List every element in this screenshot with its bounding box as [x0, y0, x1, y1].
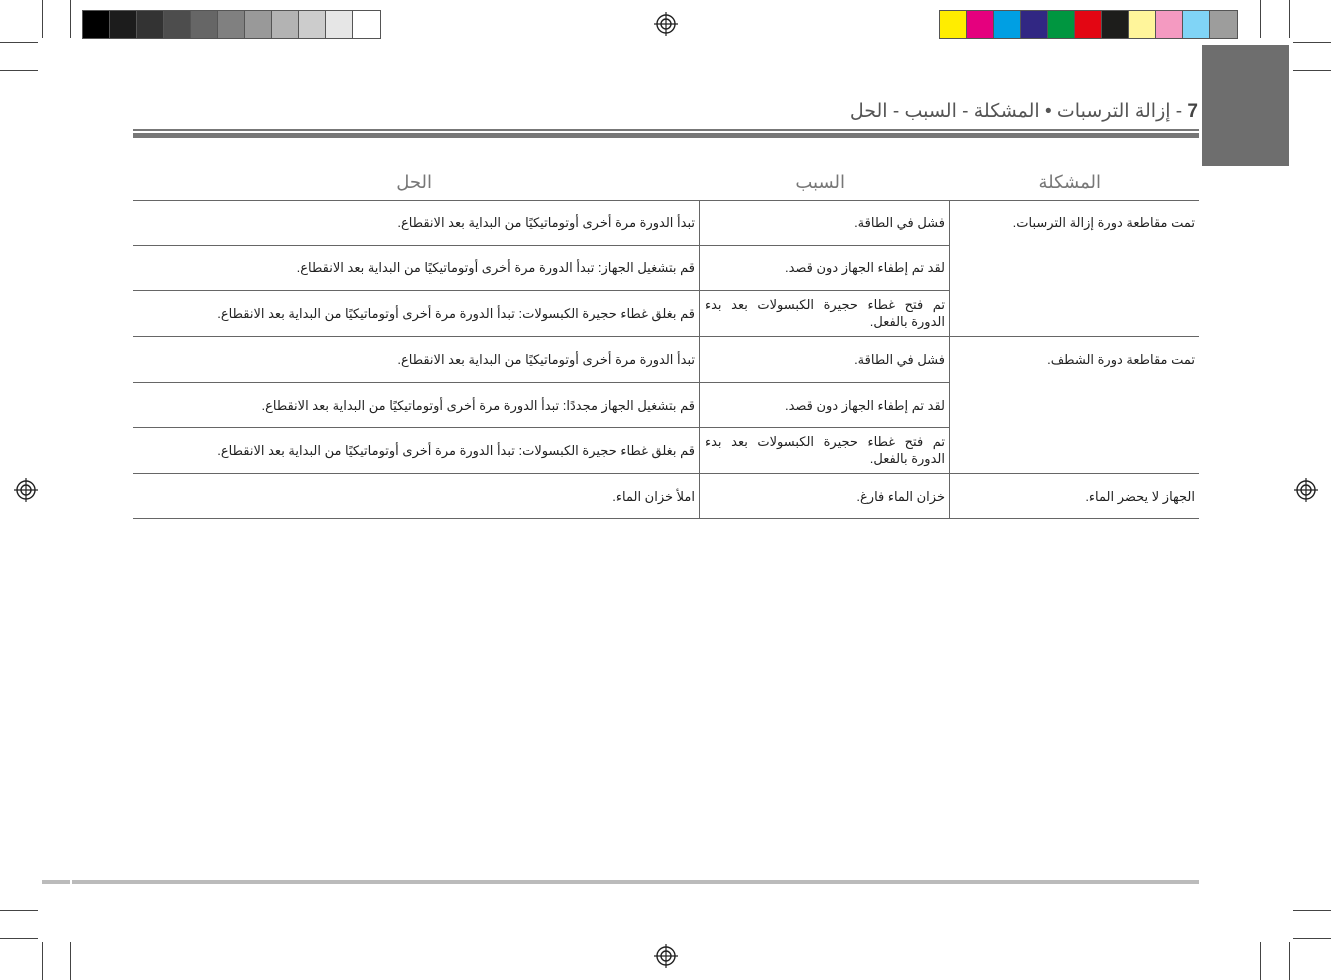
crop-mark	[0, 938, 38, 939]
color-swatch	[1210, 11, 1237, 38]
registration-target-icon	[654, 12, 678, 36]
cause-cell: لقد تم إطفاء الجهاز دون قصد.	[784, 398, 945, 413]
gray-swatch	[191, 11, 218, 38]
group-divider	[133, 473, 1199, 474]
grayscale-calibration-bar	[82, 10, 381, 39]
registration-target-icon	[1294, 478, 1318, 502]
crop-mark	[70, 942, 71, 980]
color-swatch	[1183, 11, 1210, 38]
crop-mark	[1260, 942, 1261, 980]
section-number: 7	[1187, 101, 1198, 122]
gray-swatch	[218, 11, 245, 38]
solution-cell: قم بغلق غطاء حجيرة الكبسولات: تبدأ الدورة مرة أخرى أوتوماتيكيًا من البداية بعد الانقطاع.	[217, 443, 695, 458]
color-swatch	[1021, 11, 1048, 38]
gray-swatch	[110, 11, 137, 38]
gray-swatch	[299, 11, 326, 38]
row-divider	[133, 290, 950, 291]
color-swatch	[1075, 11, 1102, 38]
crop-mark	[0, 70, 38, 71]
crop-mark	[42, 0, 43, 38]
crop-mark	[70, 0, 71, 38]
language-side-tab	[1202, 45, 1289, 166]
color-swatch	[967, 11, 994, 38]
color-calibration-bar	[939, 10, 1238, 39]
footer-rule	[42, 880, 1199, 884]
cause-cell: لقد تم إطفاء الجهاز دون قصد.	[784, 260, 945, 275]
table-bottom-rule	[133, 518, 1199, 519]
solution-cell: قم بتشغيل الجهاز مجددًا: تبدأ الدورة مرة أخرى أوتوماتيكيًا من البداية بعد الانقطاع.	[261, 398, 695, 413]
problem-cell: الجهاز لا يحضر الماء.	[1085, 489, 1195, 504]
color-swatch	[1102, 11, 1129, 38]
problem-cell: تمت مقاطعة دورة الشطف.	[1047, 352, 1195, 367]
section-title-text: - إزالة الترسبات • المشكلة - السبب - الحل	[849, 101, 1183, 122]
cause-cell: تم فتح غطاء حجيرة الكبسولات بعد بدء الدورة بالفعل.	[705, 434, 945, 466]
crop-mark	[1293, 70, 1331, 71]
cause-cell: خزان الماء فارغ.	[856, 489, 945, 504]
section-title	[850, 100, 1198, 123]
color-swatch	[940, 11, 967, 38]
gray-swatch	[164, 11, 191, 38]
row-divider	[133, 382, 950, 383]
crop-mark	[0, 910, 38, 911]
crop-mark	[1293, 910, 1331, 911]
color-swatch	[1048, 11, 1075, 38]
problem-cell: تمت مقاطعة دورة إزالة الترسبات.	[1012, 215, 1195, 230]
crop-mark	[1293, 42, 1331, 43]
cause-cell: تم فتح غطاء حجيرة الكبسولات بعد بدء الدورة بالفعل.	[705, 297, 945, 329]
table-header-rule	[133, 200, 1199, 201]
crop-mark	[1289, 0, 1290, 38]
gray-swatch	[137, 11, 164, 38]
solution-cell: تبدأ الدورة مرة أخرى أوتوماتيكيًا من البداية بعد الانقطاع.	[397, 352, 695, 367]
color-swatch	[1129, 11, 1156, 38]
row-divider	[133, 245, 950, 246]
crop-mark	[1260, 0, 1261, 38]
crop-mark	[1289, 942, 1290, 980]
footer-rule-gap	[70, 880, 72, 884]
registration-target-icon	[654, 944, 678, 968]
group-divider	[133, 336, 1199, 337]
title-rule-thick	[133, 133, 1199, 138]
color-swatch	[994, 11, 1021, 38]
gray-swatch	[326, 11, 353, 38]
solution-cell: املأ خزان الماء.	[612, 489, 695, 504]
header-problem: المشكلة	[1038, 172, 1101, 192]
column-divider	[949, 200, 950, 518]
gray-swatch	[353, 11, 380, 38]
solution-cell: تبدأ الدورة مرة أخرى أوتوماتيكيًا من البداية بعد الانقطاع.	[397, 215, 695, 230]
solution-cell: قم بتشغيل الجهاز: تبدأ الدورة مرة أخرى أوتوماتيكيًا من البداية بعد الانقطاع.	[296, 260, 695, 275]
column-divider	[699, 200, 700, 518]
cause-cell: فشل في الطاقة.	[854, 352, 945, 367]
gray-swatch	[272, 11, 299, 38]
crop-mark	[0, 42, 38, 43]
solution-cell: قم بغلق غطاء حجيرة الكبسولات: تبدأ الدورة مرة أخرى أوتوماتيكيًا من البداية بعد الانقطاع.	[217, 306, 695, 321]
row-divider	[133, 427, 950, 428]
crop-mark	[1293, 938, 1331, 939]
title-rule-thin	[133, 129, 1199, 131]
header-cause: السبب	[795, 172, 845, 192]
gray-swatch	[245, 11, 272, 38]
header-solution: الحل	[396, 172, 432, 192]
color-swatch	[1156, 11, 1183, 38]
cause-cell: فشل في الطاقة.	[854, 215, 945, 230]
registration-target-icon	[14, 478, 38, 502]
crop-mark	[42, 942, 43, 980]
gray-swatch	[83, 11, 110, 38]
